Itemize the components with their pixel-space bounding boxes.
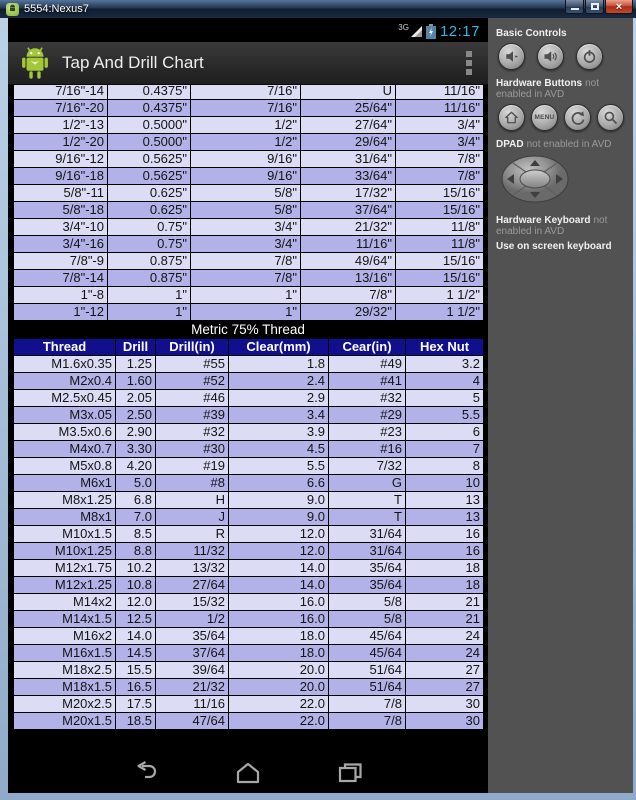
table-cell: 10.2 (116, 560, 156, 577)
table-cell: 1" (108, 304, 191, 321)
table-cell: 29/32" (301, 304, 396, 321)
column-header: Cear(in) (329, 339, 406, 356)
table-cell: 1"-12 (14, 304, 108, 321)
table-cell: 5/8" (191, 202, 301, 219)
table-cell: M3x.05 (14, 407, 116, 424)
table-cell: 31/64 (329, 543, 406, 560)
back-button[interactable] (132, 761, 160, 785)
table-cell: 0.4375" (108, 100, 191, 117)
table-cell: 14.0 (229, 560, 329, 577)
table-cell: 7/16" (191, 100, 301, 117)
table-cell: 3/4" (396, 117, 484, 134)
table-cell: 16.0 (229, 611, 329, 628)
table-cell: 37/64 (156, 645, 229, 662)
window-titlebar[interactable] (0, 0, 636, 18)
table-cell: M16x2 (14, 628, 116, 645)
table-cell: 9/16" (191, 168, 301, 185)
metric-header-row (14, 339, 484, 356)
table-cell: 12.5 (116, 611, 156, 628)
device-screen (8, 18, 488, 793)
table-cell: #32 (329, 390, 406, 407)
table-row (14, 645, 484, 662)
table-cell: 9/16"-12 (14, 151, 108, 168)
table-row (14, 253, 484, 270)
table-cell: M10x1.5 (14, 526, 116, 543)
table-cell: 15/16" (396, 185, 484, 202)
table-cell: 1/2"-20 (14, 134, 108, 151)
table-cell: 9.0 (229, 509, 329, 526)
maximize-button[interactable] (585, 0, 604, 14)
table-cell: 14.0 (116, 628, 156, 645)
table-cell: 6.8 (116, 492, 156, 509)
table-cell: 15/16" (396, 253, 484, 270)
table-cell: 13 (406, 492, 484, 509)
volume-down-button[interactable] (498, 43, 525, 70)
table-cell: 8.8 (116, 543, 156, 560)
table-cell: 6.6 (229, 475, 329, 492)
table-cell: 7/8" (191, 270, 301, 287)
table-cell: #39 (156, 407, 229, 424)
battery-charging-icon (426, 24, 436, 39)
table-cell: #46 (156, 390, 229, 407)
table-cell: J (156, 509, 229, 526)
table-cell: 37/64" (301, 202, 396, 219)
table-cell: 27/64 (156, 577, 229, 594)
table-cell: 47/64 (156, 713, 229, 730)
table-cell: #30 (156, 441, 229, 458)
table-cell: 17.5 (116, 696, 156, 713)
table-row (14, 236, 484, 253)
table-cell: 0.5000" (108, 134, 191, 151)
android-robot-icon (20, 46, 50, 80)
table-cell: 10 (406, 475, 484, 492)
overflow-menu-button[interactable] (462, 47, 476, 79)
table-cell: 2.05 (116, 390, 156, 407)
table-cell: 31/64" (301, 151, 396, 168)
table-cell: 0.875" (108, 253, 191, 270)
table-row (14, 151, 484, 168)
table-row (14, 458, 484, 475)
column-header: Drill (116, 339, 156, 356)
status-bar (8, 18, 488, 42)
menu-button[interactable]: MENU (531, 104, 558, 131)
table-cell: 7/8 (329, 696, 406, 713)
table-row (14, 577, 484, 594)
table-cell: 0.625" (108, 202, 191, 219)
column-header: Thread (14, 339, 116, 356)
table-cell: 39/64 (156, 662, 229, 679)
table-cell: 7/8" (301, 287, 396, 304)
table-cell: M14x1.5 (14, 611, 116, 628)
table-cell: 8 (406, 458, 484, 475)
table-cell: 0.75" (108, 219, 191, 236)
table-cell: 51/64 (329, 679, 406, 696)
table-cell: 5.5 (229, 458, 329, 475)
table-row (14, 492, 484, 509)
volume-up-button[interactable] (537, 43, 564, 70)
table-cell: 1" (108, 287, 191, 304)
table-cell: 7/8"-14 (14, 270, 108, 287)
table-cell: 30 (406, 713, 484, 730)
table-cell: 1.8 (229, 356, 329, 373)
table-cell: 9.0 (229, 492, 329, 509)
table-cell: 10.8 (116, 577, 156, 594)
table-cell: #55 (156, 356, 229, 373)
emulator-window-icon (6, 3, 19, 16)
table-cell: 51/64 (329, 662, 406, 679)
table-cell: 18 (406, 560, 484, 577)
table-cell: 35/64 (329, 560, 406, 577)
dpad-label: DPAD not enabled in AVD (496, 139, 612, 150)
column-header: Drill(in) (156, 339, 229, 356)
table-row (14, 390, 484, 407)
table-row (14, 134, 484, 151)
table-cell: 3/4" (191, 219, 301, 236)
table-cell: 12.0 (229, 543, 329, 560)
table-row (14, 304, 484, 321)
table-cell: 9/16"-18 (14, 168, 108, 185)
hardware-keyboard-label: Hardware Keyboard not enabled in AVD (496, 215, 608, 237)
table-cell: 3.2 (406, 356, 484, 373)
table-cell: 7/16"-20 (14, 100, 108, 117)
table-row (14, 85, 484, 100)
table-cell: M4x0.7 (14, 441, 116, 458)
table-cell: 5.0 (116, 475, 156, 492)
table-cell: 5/8"-11 (14, 185, 108, 202)
table-cell: 2.9 (229, 390, 329, 407)
table-cell: 2.4 (229, 373, 329, 390)
table-cell: 27 (406, 662, 484, 679)
table-row (14, 100, 484, 117)
table-cell: 20.0 (229, 679, 329, 696)
table-cell: 45/64 (329, 645, 406, 662)
table-cell: M16x1.5 (14, 645, 116, 662)
table-row (14, 202, 484, 219)
table-cell: 16 (406, 543, 484, 560)
table-cell: 1" (191, 287, 301, 304)
table-cell: #49 (329, 356, 406, 373)
table-cell: 3.4 (229, 407, 329, 424)
emulator-controls-panel (488, 18, 633, 793)
table-cell: M8x1.25 (14, 492, 116, 509)
table-cell: 21 (406, 611, 484, 628)
table-cell: 22.0 (229, 713, 329, 730)
table-cell: 14.0 (229, 577, 329, 594)
table-cell: #29 (329, 407, 406, 424)
back-hardware-button[interactable] (564, 104, 591, 131)
table-row (14, 560, 484, 577)
table-cell: 1.60 (116, 373, 156, 390)
table-cell: 5/8 (329, 611, 406, 628)
table-cell: 7/8 (329, 713, 406, 730)
table-row (14, 424, 484, 441)
table-cell: 0.875" (108, 270, 191, 287)
window-title: 5554:Nexus7 (24, 3, 89, 15)
table-cell: 33/64" (301, 168, 396, 185)
table-cell: 4 (406, 373, 484, 390)
table-row (14, 117, 484, 134)
table-row (14, 185, 484, 202)
power-button[interactable] (576, 43, 603, 70)
table-cell: M12x1.75 (14, 560, 116, 577)
table-cell: 5/8"-18 (14, 202, 108, 219)
table-row (14, 526, 484, 543)
table-cell: 11/32 (156, 543, 229, 560)
table-cell: 11/8" (396, 236, 484, 253)
table-cell: #52 (156, 373, 229, 390)
table-cell: 0.5000" (108, 117, 191, 134)
table-cell: 1/2 (156, 611, 229, 628)
app-title: Tap And Drill Chart (62, 53, 204, 72)
table-cell: M18x2.5 (14, 662, 116, 679)
table-cell: 35/64 (156, 628, 229, 645)
minimize-button[interactable] (565, 0, 584, 14)
search-button[interactable] (597, 104, 624, 131)
table-cell: 22.0 (229, 696, 329, 713)
table-cell: 16.5 (116, 679, 156, 696)
table-cell: M2x0.4 (14, 373, 116, 390)
table-cell: 0.5625" (108, 168, 191, 185)
table-row (14, 270, 484, 287)
hardware-buttons-label: Hardware Buttons not enabled in AVD (496, 78, 600, 100)
table-cell: M20x2.5 (14, 696, 116, 713)
table-cell: 11/16" (396, 100, 484, 117)
table-cell: #23 (329, 424, 406, 441)
signal-strength-icon (410, 25, 423, 38)
table-cell: M2.5x0.45 (14, 390, 116, 407)
table-cell: 7/8"-9 (14, 253, 108, 270)
action-bar (8, 42, 488, 85)
table-cell: M20x1.5 (14, 713, 116, 730)
table-cell: 1/2"-13 (14, 117, 108, 134)
table-cell: #41 (329, 373, 406, 390)
table-cell: M3.5x0.6 (14, 424, 116, 441)
table-cell: 12.0 (116, 594, 156, 611)
table-cell: 13 (406, 509, 484, 526)
network-type-label: 3G (398, 22, 409, 32)
table-cell: T (329, 492, 406, 509)
table-cell: 35/64 (329, 577, 406, 594)
table-row (14, 543, 484, 560)
table-cell: 0.5625" (108, 151, 191, 168)
table-cell: 21 (406, 594, 484, 611)
table-row (14, 441, 484, 458)
table-cell: 49/64" (301, 253, 396, 270)
table-cell: 0.625" (108, 185, 191, 202)
table-cell: R (156, 526, 229, 543)
table-row (14, 611, 484, 628)
table-cell: 21/32 (156, 679, 229, 696)
table-cell: M6x1 (14, 475, 116, 492)
table-cell: 17/32" (301, 185, 396, 202)
table-cell: 0.4375" (108, 85, 191, 100)
table-cell: M10x1.25 (14, 543, 116, 560)
system-navigation-bar (8, 752, 488, 793)
table-cell: 7/8" (191, 253, 301, 270)
table-cell: 3/4" (191, 236, 301, 253)
table-cell: 1"-8 (14, 287, 108, 304)
table-cell: M12x1.25 (14, 577, 116, 594)
table-cell: 3/4"-16 (14, 236, 108, 253)
table-cell: 24 (406, 645, 484, 662)
table-cell: 18.5 (116, 713, 156, 730)
table-cell: 1 1/2" (396, 304, 484, 321)
table-cell: #19 (156, 458, 229, 475)
table-row (14, 628, 484, 645)
table-cell: 1" (191, 304, 301, 321)
table-cell: 16 (406, 526, 484, 543)
table-row (14, 407, 484, 424)
table-cell: 5/8 (329, 594, 406, 611)
home-button[interactable] (234, 761, 262, 785)
table-cell: #8 (156, 475, 229, 492)
table-cell: 4.20 (116, 458, 156, 475)
table-row (14, 168, 484, 185)
table-cell: 5.5 (406, 407, 484, 424)
table-cell: 15.5 (116, 662, 156, 679)
table-cell: 7/8" (396, 168, 484, 185)
table-cell: 12.0 (229, 526, 329, 543)
table-cell: 45/64 (329, 628, 406, 645)
close-button[interactable]: × (605, 0, 633, 14)
table-cell: 7/32 (329, 458, 406, 475)
table-cell: 7 (406, 441, 484, 458)
table-cell: H (156, 492, 229, 509)
imperial-thread-table (13, 85, 484, 321)
table-cell: 0.75" (108, 236, 191, 253)
column-header: Clear(mm) (229, 339, 329, 356)
table-cell: 2.90 (116, 424, 156, 441)
table-cell: 13/32 (156, 560, 229, 577)
table-cell: M5x0.8 (14, 458, 116, 475)
table-cell: 7.0 (116, 509, 156, 526)
table-cell: 7/16" (191, 85, 301, 100)
table-row (14, 509, 484, 526)
table-cell: 20.0 (229, 662, 329, 679)
table-cell: 11/16 (156, 696, 229, 713)
table-cell: M1.6x0.35 (14, 356, 116, 373)
table-cell: 1 1/2" (396, 287, 484, 304)
basic-controls-label: Basic Controls (496, 28, 567, 39)
table-cell: 6 (406, 424, 484, 441)
dpad-control[interactable] (500, 154, 570, 207)
table-cell: M18x1.5 (14, 679, 116, 696)
table-cell: 18.0 (229, 645, 329, 662)
table-cell: 18 (406, 577, 484, 594)
table-cell: #16 (329, 441, 406, 458)
table-cell: 5/8" (191, 185, 301, 202)
metric-section-title: Metric 75% Thread (13, 321, 483, 338)
table-cell: 9/16" (191, 151, 301, 168)
table-cell: 7/8" (396, 151, 484, 168)
table-cell: 15/16" (396, 202, 484, 219)
table-cell: 30 (406, 696, 484, 713)
table-cell: 3.9 (229, 424, 329, 441)
table-cell: 29/64" (301, 134, 396, 151)
table-cell: 16.0 (229, 594, 329, 611)
table-cell: 1.25 (116, 356, 156, 373)
keyboard-hint: Use on screen keyboard (496, 241, 612, 252)
table-cell: 11/8" (396, 219, 484, 236)
recent-apps-button[interactable] (336, 761, 364, 785)
table-cell: 5 (406, 390, 484, 407)
table-cell: 2.50 (116, 407, 156, 424)
table-cell: 8.5 (116, 526, 156, 543)
table-cell: 11/16" (396, 85, 484, 100)
table-cell: 31/64 (329, 526, 406, 543)
table-cell: M8x1 (14, 509, 116, 526)
table-cell: 3/4"-10 (14, 219, 108, 236)
table-cell: 4.5 (229, 441, 329, 458)
table-cell: 27/64" (301, 117, 396, 134)
table-row (14, 662, 484, 679)
table-cell: 25/64" (301, 100, 396, 117)
table-cell: 27 (406, 679, 484, 696)
table-cell: G (329, 475, 406, 492)
table-cell: 3.30 (116, 441, 156, 458)
table-row (14, 679, 484, 696)
table-row (14, 373, 484, 390)
metric-thread-table (13, 338, 484, 730)
table-row (14, 287, 484, 304)
table-cell: 1/2" (191, 134, 301, 151)
table-cell: 7/16"-14 (14, 85, 108, 100)
table-row (14, 696, 484, 713)
table-row (14, 475, 484, 492)
table-cell: 11/16" (301, 236, 396, 253)
table-cell: M14x2 (14, 594, 116, 611)
table-row (14, 356, 484, 373)
table-row (14, 594, 484, 611)
table-cell: 15/32 (156, 594, 229, 611)
table-row (14, 219, 484, 236)
table-cell: 14.5 (116, 645, 156, 662)
table-cell: 3/4" (396, 134, 484, 151)
home-hardware-button[interactable] (498, 104, 525, 131)
table-cell: 21/32" (301, 219, 396, 236)
app-content[interactable] (8, 85, 488, 752)
table-cell: #32 (156, 424, 229, 441)
table-row (14, 713, 484, 730)
table-cell: 1/2" (191, 117, 301, 134)
table-cell: 13/16" (301, 270, 396, 287)
column-header: Hex Nut (406, 339, 484, 356)
clock: 12:17 (439, 22, 480, 40)
table-cell: 18.0 (229, 628, 329, 645)
table-cell: U (301, 85, 396, 100)
table-cell: 15/16" (396, 270, 484, 287)
table-cell: 24 (406, 628, 484, 645)
table-cell: T (329, 509, 406, 526)
